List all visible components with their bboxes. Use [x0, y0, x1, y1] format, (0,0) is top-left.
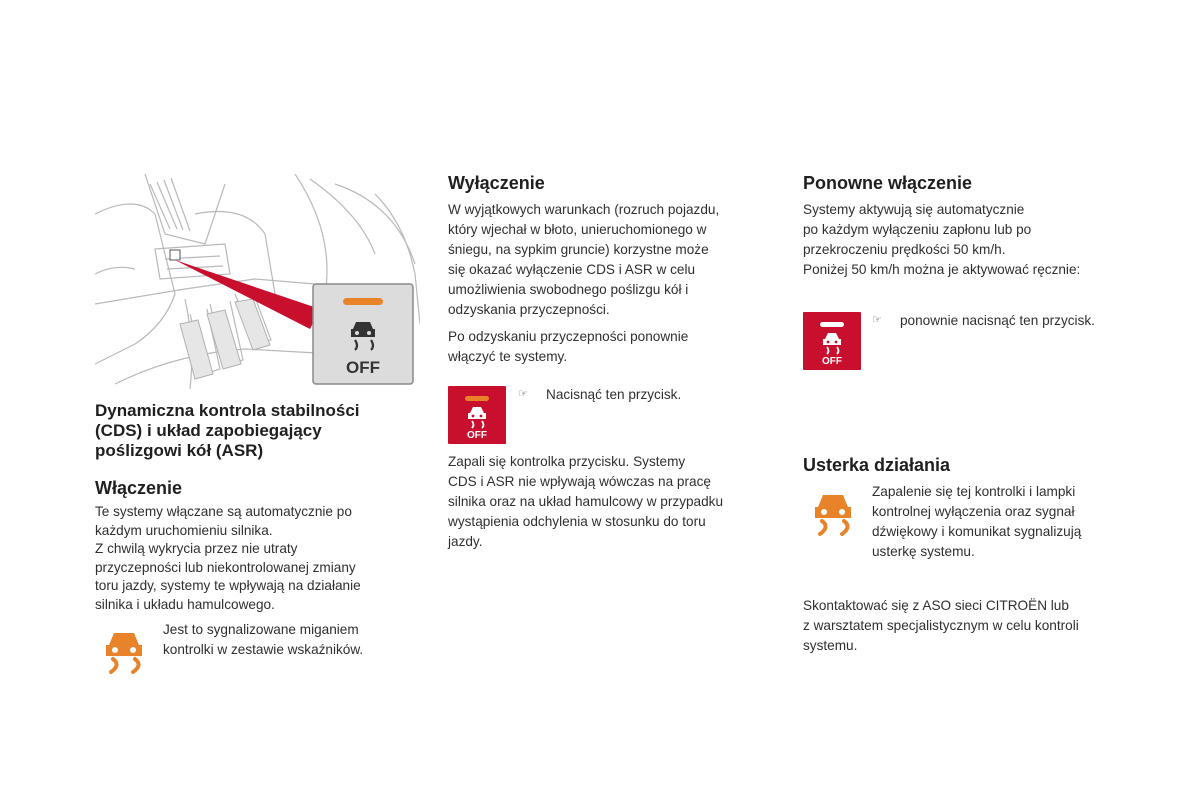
- page-title: Dynamiczna kontrola stabilności (CDS) i układ zapobiegający poślizgowi kół (ASR): [95, 401, 360, 460]
- off-button-reenable: [803, 312, 861, 370]
- off-button-disable: [448, 386, 506, 444]
- skid-car-icon: [810, 489, 856, 537]
- disable-paragraph-2: Po odzyskaniu przyczepności ponownie włączyć te systemy.: [448, 329, 689, 364]
- illustration-off-label: OFF: [346, 358, 380, 377]
- pointing-hand-icon: ☞: [518, 388, 528, 400]
- skid-car-icon: [101, 627, 147, 675]
- enable-icon-note: Jest to sygnalizowane miganiem kontrolki w zestawie wskaźników.: [163, 622, 364, 657]
- section-title-enable: Włączenie: [95, 478, 183, 498]
- dashboard-illustration: [95, 174, 420, 392]
- section-title-fault: Usterka działania: [803, 455, 951, 475]
- disable-paragraph-1: W wyjątkowych warunkach (rozruch pojazdu, który wjechał w błoto, unieruchomionego w śniegu, na sypkim gruncie) korzystne może się okazać wyłączenie CDS i ASR w celu umożliwienia swobodnego poślizgu kół i odzyskania przyczepności.: [448, 202, 720, 317]
- disable-bullet: ☞ Nacisnąć ten przycisk.: [518, 387, 682, 402]
- svg-text:OFF: OFF: [467, 430, 487, 441]
- disable-paragraph-3: Zapali się kontrolka przycisku. Systemy CDS i ASR nie wpływają wówczas na pracę silnika oraz na układ hamulcowy w przypadku wystąpienia odchylenia w stosunku do toru jazdy.: [448, 454, 724, 549]
- pointing-hand-icon: ☞: [872, 314, 882, 326]
- svg-text:OFF: OFF: [822, 356, 842, 367]
- section-title-reenable: Ponowne włączenie: [803, 173, 973, 193]
- reenable-bullet: ☞ ponownie nacisnąć ten przycisk.: [872, 313, 1095, 328]
- section-title-disable: Wyłączenie: [448, 173, 545, 193]
- contact-paragraph: Skontaktować się z ASO sieci CITROËN lub z warsztatem specjalistycznym w celu kontroli systemu.: [803, 598, 1079, 653]
- enable-paragraph: Te systemy włączane są automatycznie po każdym uruchomieniu silnika. Z chwilą wykrycia przez nie utraty przyczepności lub niekontrolowanej zmiany toru jazdy, systemy te wpływają na działanie silnika i układu hamulcowego.: [95, 504, 361, 612]
- fault-paragraph: Zapalenie się tej kontrolki i lampki kontrolnej wyłączenia oraz sygnał dźwiękowy i komunikat sygnalizują usterkę systemu.: [872, 484, 1082, 559]
- reenable-paragraph: Systemy aktywują się automatycznie po każdym wyłączeniu zapłonu lub po przekroczeniu prędkości 50 km/h. Poniżej 50 km/h można je aktywować ręcznie:: [803, 202, 1081, 277]
